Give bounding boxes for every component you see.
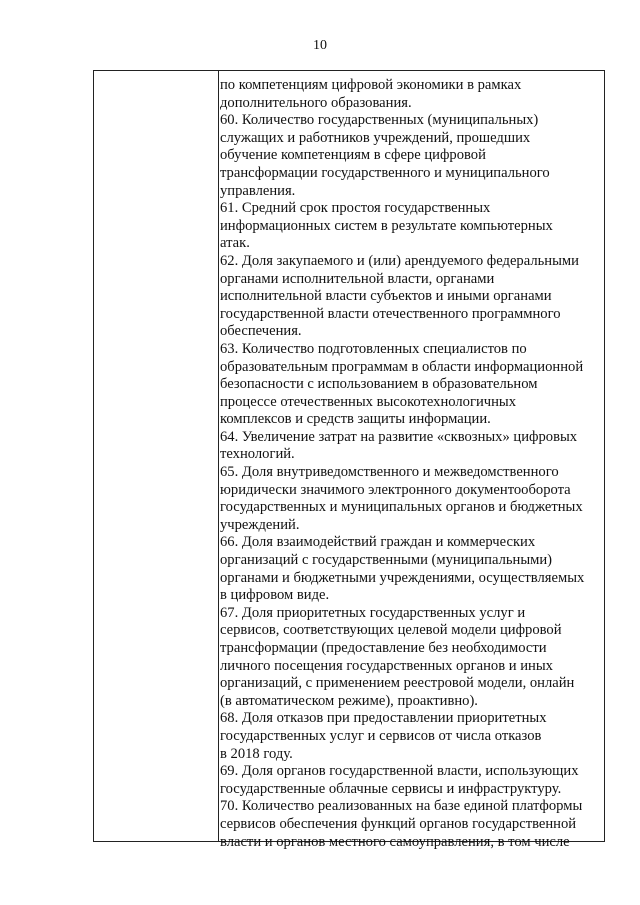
text-line: власти и органов местного самоуправления, в том числе [220,833,570,850]
text-line: 66. Доля взаимодействий граждан и коммерческих [220,534,536,551]
text-line: 67. Доля приоритетных государственных услуг и [220,604,526,621]
text-line: 64. Увеличение затрат на развитие «сквозных» цифровых [220,428,578,445]
text-line: юридически значимого электронного документооборота [220,481,571,498]
text-line: государственной власти отечественного программного [220,305,561,322]
table-right-cell [220,77,602,851]
text-line: государственных услуг и сервисов от числа отказов [220,727,542,744]
text-line: управления. [220,182,296,199]
text-line: 69. Доля органов государственной власти, использующих [220,763,579,780]
text-line: дополнительного образования. [220,94,412,111]
text-line: процессе отечественных высокотехнологичных [220,393,517,410]
text-line: 61. Средний срок простоя государственных [220,200,491,217]
document-table [93,70,605,850]
page-number: 10 [313,38,327,53]
text-line: 62. Доля закупаемого и (или) арендуемого федеральными [220,252,579,269]
text-line: исполнительной власти субъектов и иными органами [220,288,552,305]
text-line: комплексов и средств защиты информации. [220,411,491,428]
text-line: атак. [220,235,250,252]
text-line: 70. Количество реализованных на базе единой платформы [220,798,583,815]
text-line: сервисов, соответствующих целевой модели цифровой [220,622,562,639]
text-line: служащих и работников учреждений, прошедших [220,129,531,146]
text-line: технологий. [220,446,295,463]
text-line: 63. Количество подготовленных специалистов по [220,340,527,357]
text-line: личного посещения государственных органов и иных [220,657,553,674]
text-line: обучение компетенциям в сфере цифровой [220,147,486,164]
text-line: организаций, с применением реестровой модели, онлайн [220,675,575,692]
text-line: образовательным программам в области информационной [220,358,584,375]
text-line: обеспечения. [220,323,302,340]
text-line: государственных и муниципальных органов и бюджетных [220,499,583,516]
text-line: в цифровом виде. [220,587,330,604]
text-line: 65. Доля внутриведомственного и межведомственного [220,464,559,481]
text-line: (в автоматическом режиме), проактивно). [220,692,478,709]
text-line: сервисов обеспечения функций органов государственной [220,815,577,832]
text-line: в 2018 году. [220,745,293,762]
text-line: трансформации (предоставление без необходимости [220,640,547,656]
text-line: 68. Доля отказов при предоставлении приоритетных [220,710,547,727]
text-line: трансформации государственного и муниципального [220,164,550,181]
table-left-cell [94,71,219,841]
text-line: 60. Количество государственных (муниципальных) [220,112,539,129]
text-line: государственные облачные сервисы и инфраструктуру. [220,780,562,797]
text-line: органами и бюджетными учреждениями, осуществляемых [220,569,585,586]
text-line: безопасности с использованием в образовательном [220,376,538,393]
text-line: по компетенциям цифровой экономики в рамках [220,77,522,93]
text-line: учреждений. [220,516,300,533]
text-line: информационных систем в результате компьютерных [220,217,553,234]
text-line: органами исполнительной власти, органами [220,270,495,287]
text-line: организаций с государственными (муниципальными) [220,552,553,569]
